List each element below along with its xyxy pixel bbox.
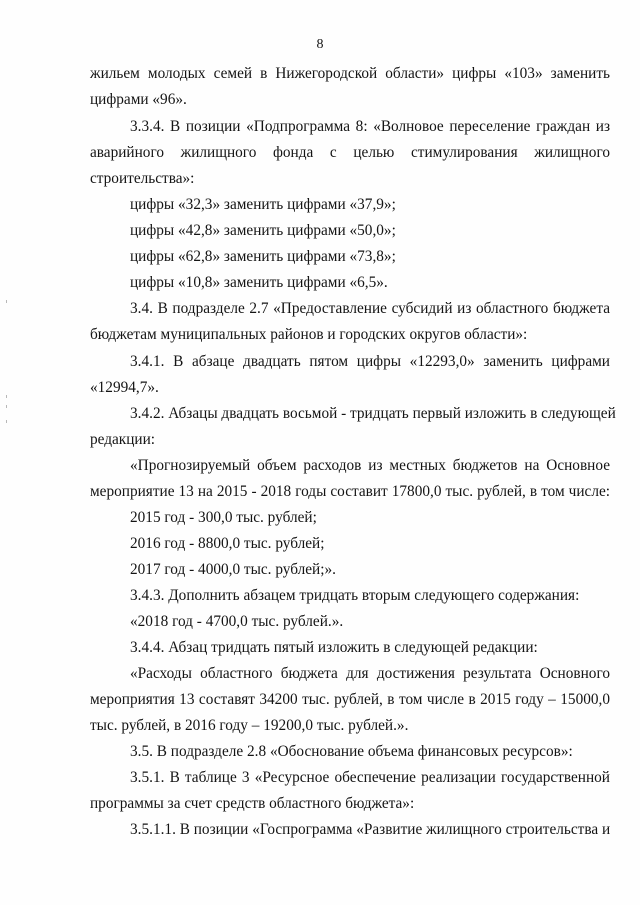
text-line: 3.3.4. В позиции «Подпрограмма 8: «Волновое переселение граждан из — [130, 118, 610, 135]
text-line: 2017 год - 4000,0 тыс. рублей;». — [130, 561, 336, 578]
text-line: 3.4. В подразделе 2.7 «Предоставление субсидий из областного бюджета — [130, 300, 610, 317]
text-line: цифрами «96». — [90, 91, 187, 108]
page-number: 8 — [316, 37, 324, 52]
text-line: 3.5.1.1. В позиции «Госпрограмма «Развитие жилищного строительства и — [130, 821, 611, 838]
text-line: редакции: — [90, 431, 156, 448]
text-line: цифры «42,8» заменить цифрами «50,0»; — [130, 222, 396, 239]
text-line: цифры «32,3» заменить цифрами «37,9»; — [130, 196, 396, 213]
text-line: 2016 год - 8800,0 тыс. рублей; — [130, 535, 325, 552]
text-line: 3.5.1. В таблице 3 «Ресурсное обеспечение реализации государственной — [130, 769, 610, 786]
binding-mark — [6, 300, 7, 303]
binding-mark — [6, 395, 7, 398]
text-line: 2015 год - 300,0 тыс. рублей; — [130, 509, 317, 526]
text-line: 3.4.4. Абзац тридцать пятый изложить в следующей редакции: — [130, 639, 538, 656]
binding-mark — [6, 405, 7, 408]
text-line: 3.4.1. В абзаце двадцать пятом цифры «12293,0» заменить цифрами — [130, 353, 610, 370]
binding-mark — [6, 420, 7, 423]
text-line: мероприятие 13 на 2015 - 2018 годы составит 17800,0 тыс. рублей, в том числе: — [90, 483, 610, 500]
text-line: строительства»: — [90, 170, 195, 187]
text-line: бюджетам муниципальных районов и городских округов области»: — [90, 326, 528, 343]
text-line: «12994,7». — [90, 379, 159, 396]
text-line: 3.4.3. Дополнить абзацем тридцать вторым следующего содержания: — [130, 587, 580, 604]
text-line: тыс. рублей, в 2016 году – 19200,0 тыс. рублей.». — [90, 717, 409, 734]
text-line: цифры «10,8» заменить цифрами «6,5». — [130, 274, 388, 291]
text-line: жильем молодых семей в Нижегородской области» цифры «103» заменить — [90, 65, 610, 82]
text-line: цифры «62,8» заменить цифрами «73,8»; — [130, 248, 396, 265]
text-line: 3.4.2. Абзацы двадцать восьмой - тридцать первый изложить в следующей — [130, 405, 616, 422]
text-line: аварийного жилищного фонда с целью стимулирования жилищного — [90, 144, 610, 161]
text-line: «2018 год - 4700,0 тыс. рублей.». — [130, 613, 344, 630]
text-line: мероприятия 13 составят 34200 тыс. рублей, в том числе в 2015 году – 15000,0 — [90, 691, 610, 708]
text-line: программы за счет средств областного бюджета»: — [90, 795, 415, 812]
text-line: 3.5. В подразделе 2.8 «Обоснование объема финансовых ресурсов»: — [130, 743, 573, 760]
text-line: «Прогнозируемый объем расходов из местных бюджетов на Основное — [130, 457, 610, 474]
text-line: «Расходы областного бюджета для достижения результата Основного — [130, 665, 610, 682]
